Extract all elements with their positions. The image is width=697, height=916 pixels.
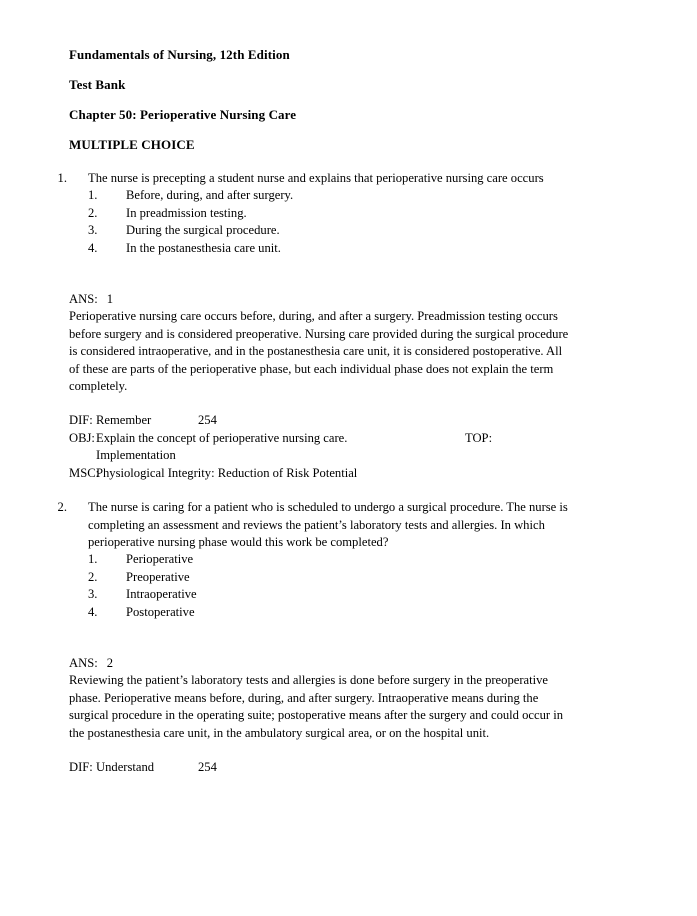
top-label: TOP: — [465, 430, 493, 445]
meta-row-msc — [69, 465, 577, 482]
option-list — [88, 187, 577, 257]
option-number: 2. — [88, 569, 98, 584]
option-number: 2. — [88, 205, 98, 220]
answer-value: 2 — [106, 655, 113, 670]
spacer — [69, 742, 577, 759]
rationale-text: Perioperative nursing care occurs before, during, and after a surgery. Preadmission testing occurs before surgery and is considered preoperative. Nursing care provided during the surgical procedure is considered intraoperative, and in the postanesthesia care unit, it is considered postoperative. All of these are parts of the perioperative phase, but each individual phase does not explain the term completely. — [69, 309, 569, 394]
obj-label: OBJ: — [69, 430, 95, 445]
dif-value: Understand — [96, 759, 155, 774]
option-label: Perioperative — [126, 552, 194, 567]
spacer — [69, 482, 577, 499]
meta-row-obj — [69, 430, 577, 447]
rationale-text: Reviewing the patient’s laboratory tests and allergies is done before surgery in the preoperative phase. Perioperative means before, during, and after surgery. Intraoperative means during the surgical procedure in the operating suite; postoperative means after the surgery and could occur in the postanesthesia care unit, in the ambulatory surgical area, or on the hospital unit. — [69, 673, 564, 740]
option-label: Preoperative — [126, 569, 190, 584]
meta-row-dif — [69, 759, 577, 776]
meta-row-dif — [69, 412, 577, 429]
option-item[interactable] — [88, 604, 577, 621]
answer-value: 1 — [106, 292, 113, 307]
question-number: 1. — [57, 171, 67, 185]
question-stem-row — [57, 499, 577, 621]
option-item[interactable] — [88, 586, 577, 603]
question-block — [57, 499, 577, 776]
option-number: 3. — [88, 223, 98, 238]
dif-page-number: 254 — [198, 413, 217, 428]
dif-value: Remember — [96, 413, 152, 428]
option-number: 1. — [88, 188, 98, 203]
question-block — [57, 170, 577, 482]
msc-value: Physiological Integrity: Reduction of Risk Potential — [96, 465, 358, 480]
answer-label: ANS: — [69, 292, 98, 307]
section-heading: MULTIPLE CHOICE — [69, 137, 195, 152]
dif-label: DIF: — [69, 413, 93, 428]
option-number: 3. — [88, 587, 98, 602]
spacer — [69, 621, 577, 655]
document-title: Fundamentals of Nursing, 12th Edition — [69, 47, 290, 62]
option-item[interactable] — [88, 240, 577, 257]
option-item[interactable] — [88, 569, 577, 586]
msc-label: MSC: — [69, 465, 100, 480]
document-content — [57, 47, 577, 776]
answer-row — [69, 291, 577, 308]
option-list — [88, 551, 577, 621]
option-label: In the postanesthesia care unit. — [126, 240, 281, 255]
option-item[interactable] — [88, 187, 577, 204]
question-stem-row — [57, 170, 577, 257]
question-number: 2. — [57, 500, 67, 515]
option-number: 4. — [88, 604, 98, 619]
chapter-heading: Chapter 50: Perioperative Nursing Care — [69, 107, 297, 122]
option-label: Intraoperative — [126, 587, 197, 602]
question-stem: The nurse is caring for a patient who is scheduled to undergo a surgical procedure. The nurse is completing an assessment and reviews the patient’s laboratory tests and allergies. In which perioperative nursing phase would this work be completed? — [88, 500, 568, 549]
option-item[interactable] — [88, 551, 577, 568]
spacer — [69, 395, 577, 412]
dif-page-number: 254 — [198, 759, 217, 774]
option-label: During the surgical procedure. — [126, 223, 280, 238]
option-label: Before, during, and after surgery. — [126, 188, 294, 203]
spacer — [69, 257, 577, 291]
obj-value: Explain the concept of perioperative nursing care. — [96, 430, 348, 445]
option-label: In preadmission testing. — [126, 205, 247, 220]
meta-row-top-value — [69, 447, 577, 464]
answer-label: ANS: — [69, 655, 98, 670]
option-item[interactable] — [88, 222, 577, 239]
dif-label: DIF: — [69, 759, 93, 774]
option-number: 1. — [88, 552, 98, 567]
option-item[interactable] — [88, 205, 577, 222]
option-label: Postoperative — [126, 604, 195, 619]
question-stem: The nurse is precepting a student nurse and explains that perioperative nursing care occurs — [88, 171, 544, 185]
answer-row — [69, 655, 577, 672]
option-number: 4. — [88, 240, 98, 255]
top-value: Implementation — [96, 448, 176, 463]
document-subtitle: Test Bank — [69, 77, 126, 92]
